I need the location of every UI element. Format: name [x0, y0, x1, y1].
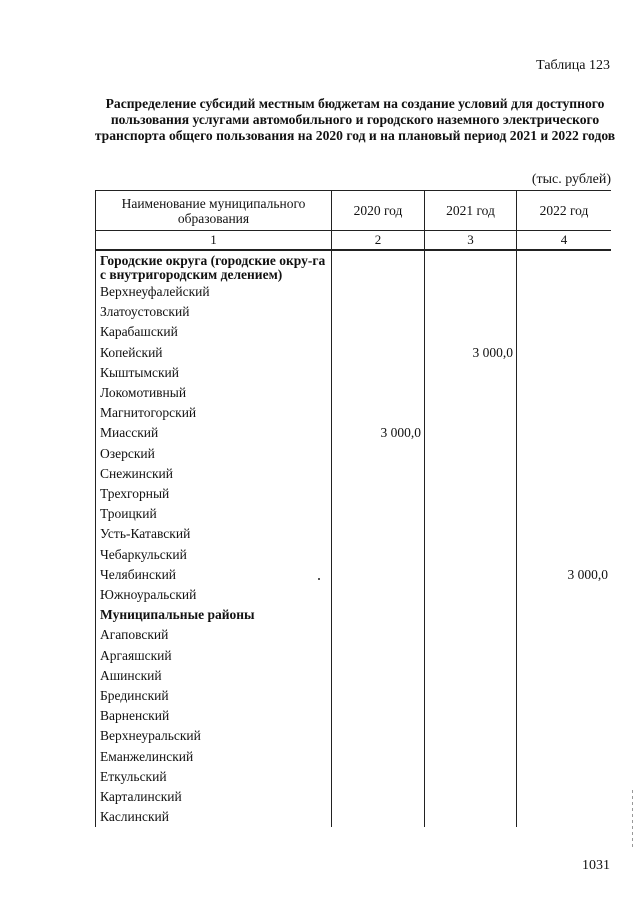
municipality-name: Карталинский [96, 787, 332, 807]
table-row [96, 706, 612, 726]
value-2020 [332, 403, 425, 423]
value-2021 [425, 565, 517, 585]
col-number-4: 4 [517, 231, 612, 251]
subsidy-table-container [95, 190, 611, 833]
value-2020 [332, 747, 425, 767]
value-2021 [425, 363, 517, 383]
table-row [96, 625, 612, 645]
value-2020 [332, 666, 425, 686]
value-2020 [332, 625, 425, 645]
document-title: Распределение субсидий местным бюджетам на создание условий для доступного пользования услугами автомобильного и городского наземного электрического транспорта общего пользования на 2020 год и на плановый период 2021 и 2022 годов [94, 96, 616, 143]
value-2022 [517, 585, 612, 605]
value-2021 [425, 504, 517, 524]
municipality-name: Варненский [96, 706, 332, 726]
table-row [96, 302, 612, 322]
value-2021 [425, 403, 517, 423]
table-row [96, 767, 612, 787]
value-2022 [517, 787, 612, 807]
value-2021 [425, 282, 517, 302]
municipality-name: Муниципальные районы [96, 605, 332, 625]
value-2020 [332, 282, 425, 302]
value-2020 [332, 383, 425, 403]
col-header-name: Наименование муниципального образования [96, 191, 332, 231]
value-2021 [425, 423, 517, 443]
municipality-name: Аргаяшский [96, 646, 332, 666]
value-2020 [332, 504, 425, 524]
table-row [96, 686, 612, 706]
table-row [96, 383, 612, 403]
value-2020 [332, 524, 425, 544]
value-2020 [332, 706, 425, 726]
value-2022 [517, 504, 612, 524]
municipality-name: Миасский [96, 423, 332, 443]
municipality-name: Магнитогорский [96, 403, 332, 423]
value-2021 [425, 646, 517, 666]
value-2020: 3 000,0 [332, 423, 425, 443]
value-2021 [425, 250, 517, 282]
value-2021 [425, 726, 517, 746]
municipality-name: Озерский [96, 444, 332, 464]
table-row [96, 726, 612, 746]
col-header-2022: 2022 год [517, 191, 612, 231]
value-2021 [425, 747, 517, 767]
value-2022 [517, 646, 612, 666]
table-row [96, 444, 612, 464]
value-2020 [332, 444, 425, 464]
municipality-name: Каслинский [96, 807, 332, 827]
table-row [96, 747, 612, 767]
value-2022 [517, 545, 612, 565]
municipality-name: Агаповский [96, 625, 332, 645]
municipality-name: Кыштымский [96, 363, 332, 383]
municipality-name: Брединский [96, 686, 332, 706]
value-2022 [517, 767, 612, 787]
value-2020 [332, 767, 425, 787]
value-2020 [332, 363, 425, 383]
municipality-name: Усть-Катавский [96, 524, 332, 544]
value-2021 [425, 807, 517, 827]
value-2020 [332, 726, 425, 746]
header-row [96, 191, 612, 231]
municipality-name: Троицкий [96, 504, 332, 524]
value-2020 [332, 302, 425, 322]
value-2020 [332, 565, 425, 585]
table-row [96, 787, 612, 807]
value-2022 [517, 383, 612, 403]
municipality-name: Южноуральский [96, 585, 332, 605]
municipality-name: Еманжелинский [96, 747, 332, 767]
value-2020 [332, 605, 425, 625]
value-2020 [332, 343, 425, 363]
table-row [96, 484, 612, 504]
value-2020 [332, 322, 425, 342]
value-2022 [517, 464, 612, 484]
value-2021: 3 000,0 [425, 343, 517, 363]
value-2020 [332, 545, 425, 565]
column-number-row [96, 231, 612, 251]
page-number: 1031 [582, 858, 610, 873]
value-2020 [332, 585, 425, 605]
municipality-name: Карабашский [96, 322, 332, 342]
table-row [96, 807, 612, 827]
unit-label: (тыс. рублей) [531, 172, 611, 187]
col-header-2021: 2021 год [425, 191, 517, 231]
value-2020 [332, 646, 425, 666]
value-2022 [517, 625, 612, 645]
value-2021 [425, 767, 517, 787]
col-number-2: 2 [332, 231, 425, 251]
value-2021 [425, 585, 517, 605]
value-2021 [425, 686, 517, 706]
subsidy-table [95, 190, 611, 827]
municipality-name: Копейский [96, 343, 332, 363]
value-2022: 3 000,0 [517, 565, 612, 585]
value-2022 [517, 484, 612, 504]
municipality-name: Челябинский [96, 565, 332, 585]
value-2022 [517, 343, 612, 363]
col-number-1: 1 [96, 231, 332, 251]
value-2021 [425, 444, 517, 464]
table-row [96, 343, 612, 363]
table-row [96, 464, 612, 484]
group-header-row [96, 250, 612, 282]
value-2021 [425, 322, 517, 342]
table-label: Таблица 123 [536, 58, 610, 73]
value-2020 [332, 250, 425, 282]
municipality-name: Городские округа (городские окру-га с внутригородским делением) [96, 250, 332, 282]
value-2022 [517, 302, 612, 322]
table-row [96, 282, 612, 302]
municipality-name: Верхнеуральский [96, 726, 332, 746]
value-2022 [517, 747, 612, 767]
value-2021 [425, 706, 517, 726]
table-row [96, 423, 612, 443]
value-2021 [425, 383, 517, 403]
table-body [96, 250, 612, 827]
value-2020 [332, 807, 425, 827]
value-2022 [517, 403, 612, 423]
value-2022 [517, 322, 612, 342]
table-row [96, 585, 612, 605]
value-2021 [425, 524, 517, 544]
section-header-row [96, 605, 612, 625]
municipality-name: Верхнеуфалейский [96, 282, 332, 302]
value-2020 [332, 787, 425, 807]
value-2021 [425, 302, 517, 322]
table-row [96, 524, 612, 544]
value-2022 [517, 423, 612, 443]
value-2022 [517, 282, 612, 302]
table-row [96, 666, 612, 686]
table-row [96, 504, 612, 524]
scan-speck [318, 578, 320, 580]
value-2021 [425, 545, 517, 565]
value-2022 [517, 706, 612, 726]
value-2022 [517, 807, 612, 827]
municipality-name: Трехгорный [96, 484, 332, 504]
col-header-2020: 2020 год [332, 191, 425, 231]
table-row [96, 363, 612, 383]
table-row [96, 646, 612, 666]
value-2020 [332, 686, 425, 706]
value-2021 [425, 787, 517, 807]
scan-edge-mark [632, 790, 633, 850]
value-2021 [425, 625, 517, 645]
table-row [96, 322, 612, 342]
table-row [96, 545, 612, 565]
municipality-name: Локомотивный [96, 383, 332, 403]
value-2021 [425, 484, 517, 504]
value-2022 [517, 666, 612, 686]
municipality-name: Снежинский [96, 464, 332, 484]
value-2022 [517, 605, 612, 625]
value-2022 [517, 250, 612, 282]
municipality-name: Златоустовский [96, 302, 332, 322]
value-2021 [425, 464, 517, 484]
table-row [96, 403, 612, 423]
value-2022 [517, 363, 612, 383]
col-number-3: 3 [425, 231, 517, 251]
value-2020 [332, 484, 425, 504]
municipality-name: Ашинский [96, 666, 332, 686]
value-2021 [425, 666, 517, 686]
municipality-name: Еткульский [96, 767, 332, 787]
value-2022 [517, 726, 612, 746]
value-2021 [425, 605, 517, 625]
value-2022 [517, 524, 612, 544]
value-2022 [517, 686, 612, 706]
value-2022 [517, 444, 612, 464]
value-2020 [332, 464, 425, 484]
municipality-name: Чебаркульский [96, 545, 332, 565]
table-row [96, 565, 612, 585]
